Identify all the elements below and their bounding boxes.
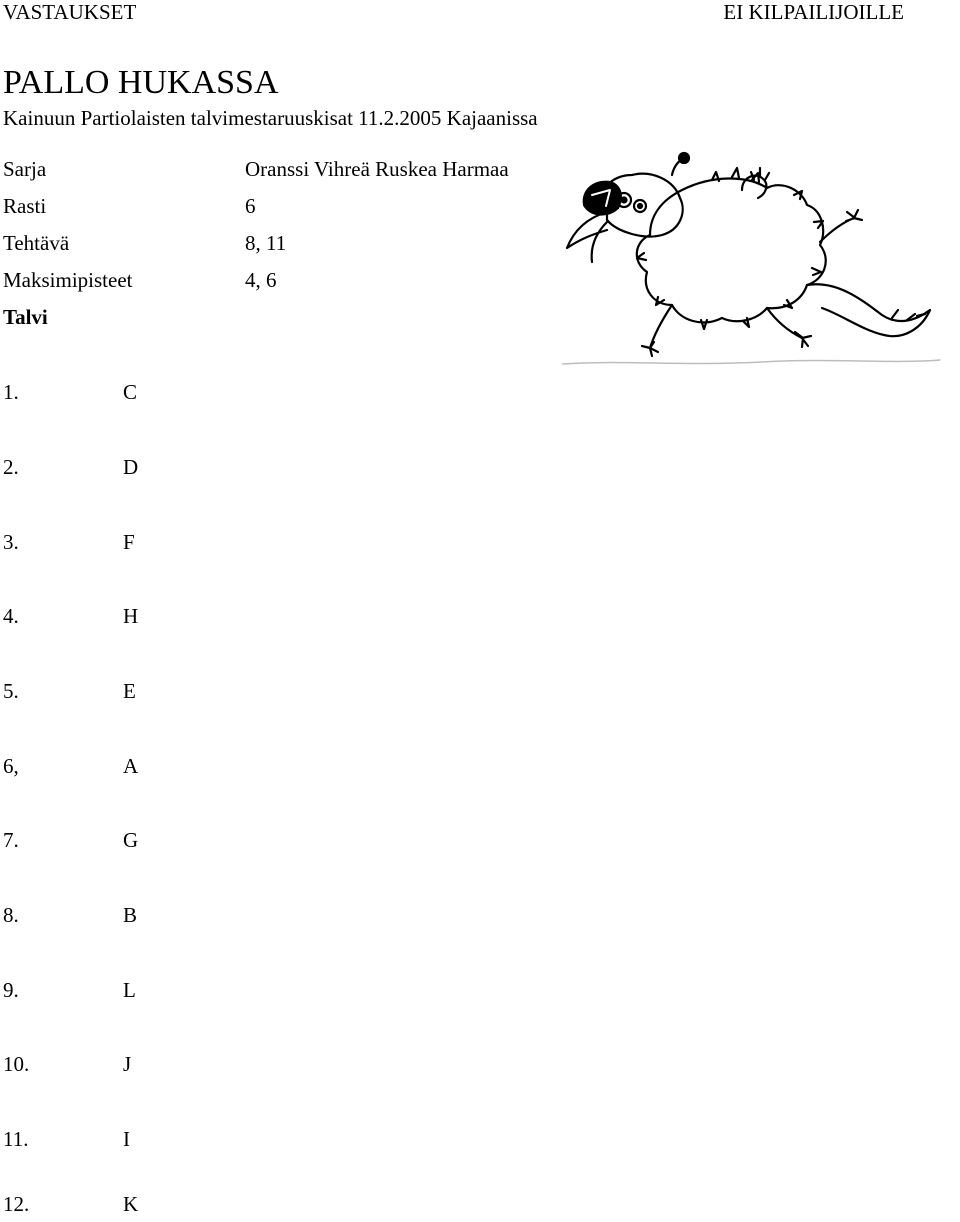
answer-letter-9: L: [123, 978, 136, 1002]
answer-number-3: 3.: [3, 530, 19, 554]
answer-letter-5: E: [123, 679, 136, 703]
meta-value-rasti: 6: [245, 194, 256, 218]
meta-value-sarja: Oranssi Vihreä Ruskea Harmaa: [245, 157, 509, 181]
answer-number-12: 12.: [3, 1192, 30, 1216]
meta-label-rasti: Rasti: [3, 194, 47, 218]
answer-number-7: 7.: [3, 828, 19, 852]
meta-label-tehtava: Tehtävä: [3, 231, 70, 255]
answer-letter-12: K: [123, 1192, 139, 1216]
answer-letter-11: I: [123, 1127, 130, 1151]
answer-number-11: 11.: [3, 1127, 29, 1151]
header-left: VASTAUKSET: [3, 0, 137, 24]
answer-number-10: 10.: [3, 1052, 30, 1076]
answer-number-4: 4.: [3, 604, 19, 628]
creature-cap: [584, 182, 621, 215]
answer-number-1: 1.: [3, 380, 19, 404]
answer-letter-4: H: [123, 604, 139, 628]
answer-letter-1: C: [123, 380, 138, 404]
meta-value-maksimipisteet: 4, 6: [245, 268, 277, 292]
answer-letter-3: F: [123, 530, 135, 554]
page-title: PALLO HUKASSA: [3, 64, 279, 101]
answer-number-5: 5.: [3, 679, 19, 703]
answer-letter-2: D: [123, 455, 139, 479]
answer-letter-7: G: [123, 828, 139, 852]
answer-number-9: 9.: [3, 978, 19, 1002]
answer-number-6: 6,: [3, 754, 19, 778]
answer-letter-6: A: [123, 754, 139, 778]
creature-tail: [807, 284, 930, 336]
answer-number-2: 2.: [3, 455, 19, 479]
header-right: EI KILPAILIJOILLE: [723, 0, 904, 24]
creature-illustration: [562, 150, 942, 375]
meta-label-maksimipisteet: Maksimipisteet: [3, 268, 133, 292]
creature-leg-left: [642, 305, 672, 356]
creature-leg-right: [767, 308, 811, 347]
page-subtitle: Kainuun Partiolaisten talvimestaruuskisat 11.2.2005 Kajaanissa: [3, 106, 538, 130]
meta-label-sarja: Sarja: [3, 157, 47, 181]
answer-letter-8: B: [123, 903, 138, 927]
answer-letter-10: J: [123, 1052, 132, 1076]
answer-number-8: 8.: [3, 903, 19, 927]
creature-beak: [567, 212, 607, 262]
section-heading: Talvi: [3, 305, 48, 329]
meta-value-tehtava: 8, 11: [245, 231, 287, 255]
creature-body: [637, 178, 826, 322]
